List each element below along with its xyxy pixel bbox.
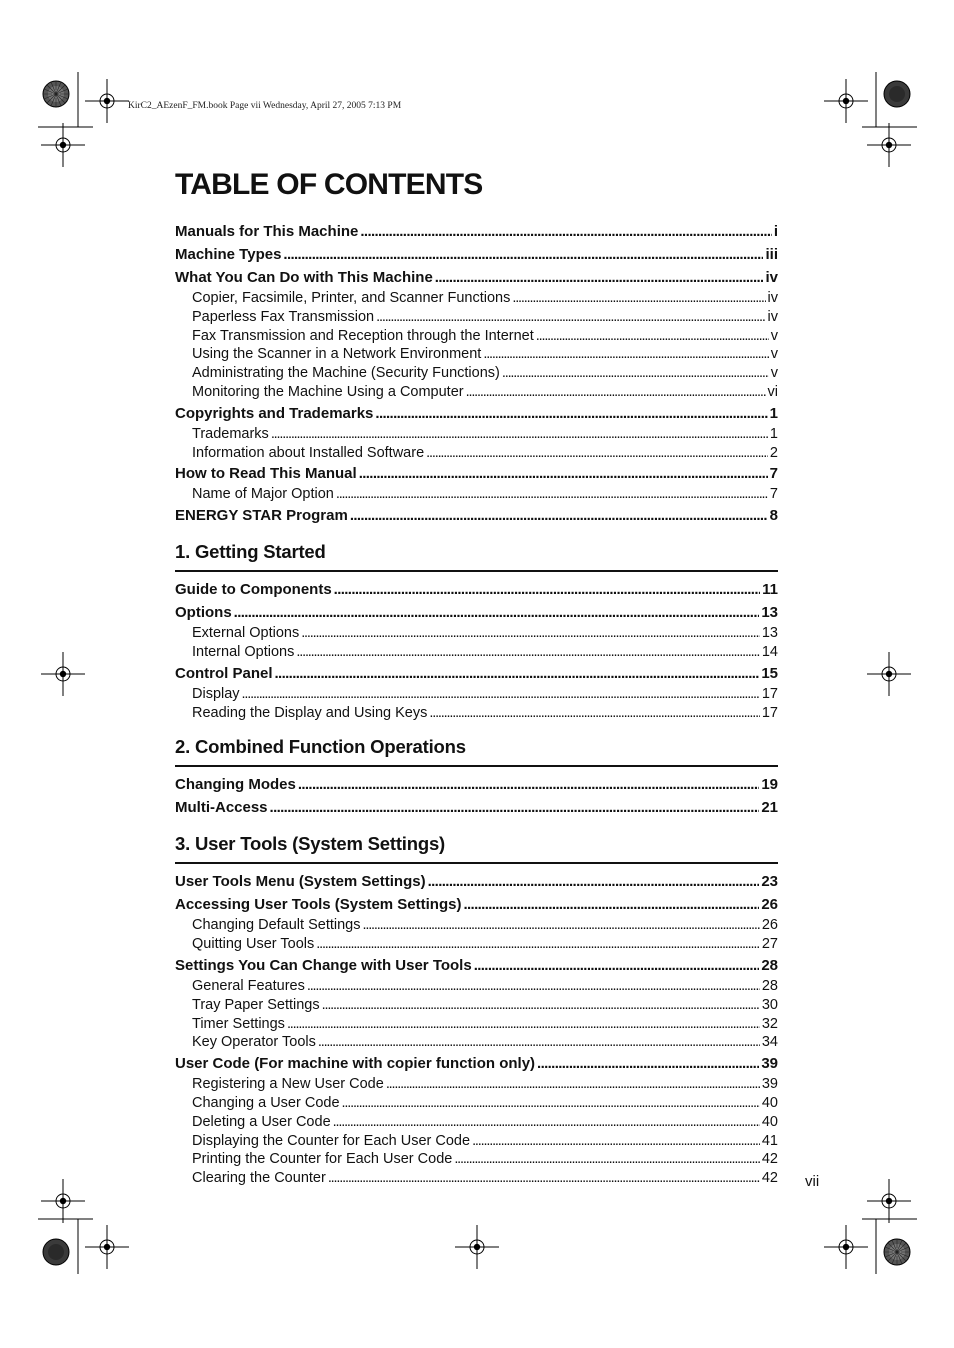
- toc-entry-title: External Options: [192, 625, 300, 642]
- toc-entry-title: Clearing the Counter: [192, 1170, 326, 1187]
- toc-entry-title: Registering a New User Code: [192, 1076, 384, 1093]
- dot-leader: [428, 870, 760, 893]
- toc-entry-title: Accessing User Tools (System Settings): [175, 896, 462, 914]
- toc-entry[interactable]: [175, 773, 778, 796]
- toc-subentry[interactable]: [175, 685, 778, 704]
- toc-subentry[interactable]: [175, 977, 778, 996]
- toc-entry[interactable]: [175, 462, 778, 485]
- toc-entry-page: 15: [761, 664, 778, 682]
- dot-leader: [318, 1033, 760, 1052]
- toc-entry-page: v: [770, 327, 778, 344]
- toc-subentry[interactable]: [175, 364, 778, 383]
- dot-leader: [234, 601, 760, 624]
- toc-entry-title: Trademarks: [192, 425, 269, 442]
- toc-chapter: [175, 819, 778, 1188]
- toc-entry-page: v: [770, 365, 778, 382]
- toc-front-matter: [175, 220, 778, 527]
- dot-leader: [466, 383, 766, 402]
- toc-chapter: [175, 722, 778, 819]
- page-title: TABLE OF CONTENTS: [175, 168, 483, 201]
- toc-entry-title: Quitting User Tools: [192, 936, 315, 953]
- dot-leader: [454, 1150, 760, 1169]
- toc-entry-title: Displaying the Counter for Each User Code: [192, 1132, 471, 1149]
- toc-entry-title: Internal Options: [192, 643, 295, 660]
- toc-entry[interactable]: [175, 870, 778, 893]
- toc-entry-page: 21: [761, 799, 778, 817]
- toc-subentry[interactable]: [175, 704, 778, 723]
- toc-subentry[interactable]: [175, 345, 778, 364]
- toc-entry-title: Key Operator Tools: [192, 1034, 316, 1051]
- toc-subentry[interactable]: [175, 1094, 778, 1113]
- chapter-heading: 1. Getting Started: [175, 527, 778, 572]
- dot-leader: [512, 289, 765, 308]
- dot-leader: [375, 402, 767, 425]
- toc-entry-page: 40: [761, 1113, 778, 1130]
- dot-leader: [362, 916, 759, 935]
- toc-entry-page: i: [773, 223, 778, 240]
- dot-leader: [426, 444, 768, 463]
- toc-subentry[interactable]: [175, 1132, 778, 1151]
- toc-entry[interactable]: [175, 662, 778, 685]
- print-header-note: KirC2_AEzenF_FM.book Page vii Wednesday, April 27, 2005 7:13 PM: [128, 101, 402, 111]
- toc-entry-title: Machine Types: [175, 246, 282, 263]
- toc-entry-title: Printing the Counter for Each User Code: [192, 1151, 453, 1168]
- toc-entry-page: 26: [761, 896, 778, 914]
- toc-entry-title: General Features: [192, 977, 305, 994]
- dot-leader: [328, 1169, 760, 1188]
- dot-leader: [376, 308, 765, 327]
- dot-leader: [275, 662, 760, 685]
- toc-entry-title: Changing a User Code: [192, 1094, 340, 1111]
- toc-entry-title: Control Panel: [175, 664, 273, 682]
- toc-entry-page: 8: [769, 507, 778, 525]
- toc-entry-title: ENERGY STAR Program: [175, 507, 348, 525]
- toc-entry-page: 34: [761, 1034, 778, 1051]
- toc-entry-page: 40: [761, 1094, 778, 1111]
- toc-subentry[interactable]: [175, 1033, 778, 1052]
- toc-entry[interactable]: [175, 893, 778, 916]
- toc-entry-page: 42: [761, 1170, 778, 1187]
- toc-entry[interactable]: [175, 601, 778, 624]
- toc-subentry[interactable]: [175, 327, 778, 346]
- toc-entry[interactable]: [175, 954, 778, 977]
- toc-entry-title: How to Read This Manual: [175, 465, 357, 483]
- dot-leader: [271, 425, 768, 444]
- toc-subentry[interactable]: [175, 485, 778, 504]
- dot-leader: [463, 893, 759, 916]
- toc-entry-title: Timer Settings: [192, 1015, 285, 1032]
- dot-leader: [287, 1015, 760, 1034]
- toc-entry-title: Multi-Access: [175, 799, 268, 817]
- dot-leader: [429, 704, 760, 723]
- toc-entry-title: User Code (For machine with copier function only): [175, 1055, 536, 1073]
- toc-subentry[interactable]: [175, 624, 778, 643]
- chapter-heading: 3. User Tools (System Settings): [175, 819, 778, 864]
- toc-entry-title: Fax Transmission and Reception through the Internet: [192, 327, 534, 344]
- toc-entry-title: Administrating the Machine (Security Functions): [192, 365, 500, 382]
- toc-subentry[interactable]: [175, 289, 778, 308]
- toc-entry-page: iv: [767, 290, 778, 306]
- toc-subentry[interactable]: [175, 425, 778, 444]
- toc-entry-page: 39: [761, 1076, 778, 1093]
- toc-entry-title: User Tools Menu (System Settings): [175, 873, 426, 891]
- dot-leader: [435, 266, 764, 289]
- toc-entry-page: 13: [761, 604, 778, 622]
- toc-entry[interactable]: [175, 243, 778, 266]
- toc-entry-title: Using the Scanner in a Network Environment: [192, 346, 482, 363]
- toc-entry-page: 23: [761, 873, 778, 891]
- toc-entry-page: iii: [765, 246, 778, 263]
- dot-leader: [474, 954, 760, 977]
- toc-entry[interactable]: [175, 504, 778, 527]
- toc-subentry[interactable]: [175, 1113, 778, 1132]
- toc-entry-title: Information about Installed Software: [192, 444, 425, 461]
- dot-leader: [242, 685, 760, 704]
- toc-entry-page: 7: [769, 465, 778, 483]
- dot-leader: [483, 345, 768, 364]
- toc-entry-title: Display: [192, 685, 240, 702]
- toc-entry-page: iv: [765, 269, 778, 286]
- toc-entry[interactable]: [175, 1052, 778, 1075]
- toc-subentry[interactable]: [175, 1075, 778, 1094]
- toc-entry-page: 27: [761, 936, 778, 953]
- toc-entry-page: 28: [761, 977, 778, 994]
- toc-entry-page: 41: [761, 1132, 778, 1149]
- toc-entry-page: 17: [761, 685, 778, 702]
- toc-subentry[interactable]: [175, 383, 778, 402]
- chapter-heading: 2. Combined Function Operations: [175, 722, 778, 767]
- dot-leader: [298, 773, 759, 796]
- toc-entry-page: 2: [769, 444, 778, 461]
- toc-subentry[interactable]: [175, 996, 778, 1015]
- dot-leader: [336, 485, 768, 504]
- toc-entry[interactable]: [175, 220, 778, 243]
- toc-subentry[interactable]: [175, 444, 778, 463]
- toc-subentry[interactable]: [175, 1015, 778, 1034]
- toc-entry-page: 14: [761, 643, 778, 660]
- toc-entry-page: vi: [767, 383, 778, 400]
- toc-subentry[interactable]: [175, 916, 778, 935]
- dot-leader: [296, 643, 759, 662]
- toc-entry[interactable]: [175, 796, 778, 819]
- toc-entry-title: Changing Modes: [175, 776, 296, 794]
- toc-chapter: [175, 527, 778, 722]
- toc-entry[interactable]: [175, 402, 778, 425]
- toc-entry-page: 1: [769, 404, 778, 422]
- dot-leader: [322, 996, 760, 1015]
- dot-leader: [283, 243, 763, 266]
- toc-entry[interactable]: [175, 578, 778, 601]
- toc-entry-page: 11: [762, 581, 778, 599]
- toc-entry-page: 7: [769, 486, 778, 503]
- toc-entry-page: 39: [761, 1055, 778, 1073]
- toc-entry-title: Manuals for This Machine: [175, 223, 359, 240]
- toc-subentry[interactable]: [175, 1150, 778, 1169]
- toc-entry-page: 30: [761, 996, 778, 1013]
- toc-entry-title: Deleting a User Code: [192, 1113, 331, 1130]
- toc-entry-title: Copyrights and Trademarks: [175, 404, 374, 422]
- dot-leader: [502, 364, 769, 383]
- toc-entry-title: Name of Major Option: [192, 486, 334, 503]
- toc-entry-page: 32: [761, 1015, 778, 1032]
- toc-entry-page: 42: [761, 1151, 778, 1168]
- toc-entry-title: Copier, Facsimile, Printer, and Scanner Functions: [192, 290, 511, 306]
- toc-entry-page: 13: [761, 625, 778, 642]
- dot-leader: [360, 220, 771, 243]
- toc-entry-title: Monitoring the Machine Using a Computer: [192, 383, 464, 400]
- toc-entry-page: 28: [761, 956, 778, 974]
- dot-leader: [472, 1132, 760, 1151]
- toc-entry-title: Guide to Components: [175, 581, 332, 599]
- dot-leader: [334, 578, 760, 601]
- toc-entry[interactable]: [175, 266, 778, 289]
- dot-leader: [386, 1075, 760, 1094]
- dot-leader: [307, 977, 760, 996]
- dot-leader: [301, 624, 760, 643]
- toc-chapters: [175, 527, 778, 1188]
- toc-entry-title: Paperless Fax Transmission: [192, 308, 375, 325]
- dot-leader: [333, 1113, 760, 1132]
- dot-leader: [270, 796, 760, 819]
- toc-subentry[interactable]: [175, 308, 778, 327]
- toc-subentry[interactable]: [175, 935, 778, 954]
- toc-entry-title: What You Can Do with This Machine: [175, 269, 433, 286]
- dot-leader: [342, 1094, 760, 1113]
- toc-entry-title: Changing Default Settings: [192, 917, 361, 934]
- toc-entry-page: 1: [769, 425, 778, 442]
- dot-leader: [536, 327, 769, 346]
- toc-entry-title: Reading the Display and Using Keys: [192, 704, 428, 721]
- toc-entry-page: 26: [761, 917, 778, 934]
- toc-entry-page: v: [770, 346, 778, 363]
- dot-leader: [316, 935, 760, 954]
- toc-subentry[interactable]: [175, 1169, 778, 1188]
- toc-entry-title: Settings You Can Change with User Tools: [175, 956, 472, 974]
- toc-entry-title: Tray Paper Settings: [192, 996, 320, 1013]
- dot-leader: [537, 1052, 759, 1075]
- toc-entry-page: 19: [761, 776, 778, 794]
- toc-entry-page: 17: [761, 704, 778, 721]
- dot-leader: [350, 504, 768, 527]
- toc-entry-page: iv: [767, 308, 778, 325]
- toc-entry-title: Options: [175, 604, 232, 622]
- page-number: vii: [805, 1173, 820, 1190]
- table-of-contents: [175, 220, 778, 1188]
- toc-subentry[interactable]: [175, 643, 778, 662]
- dot-leader: [359, 462, 768, 485]
